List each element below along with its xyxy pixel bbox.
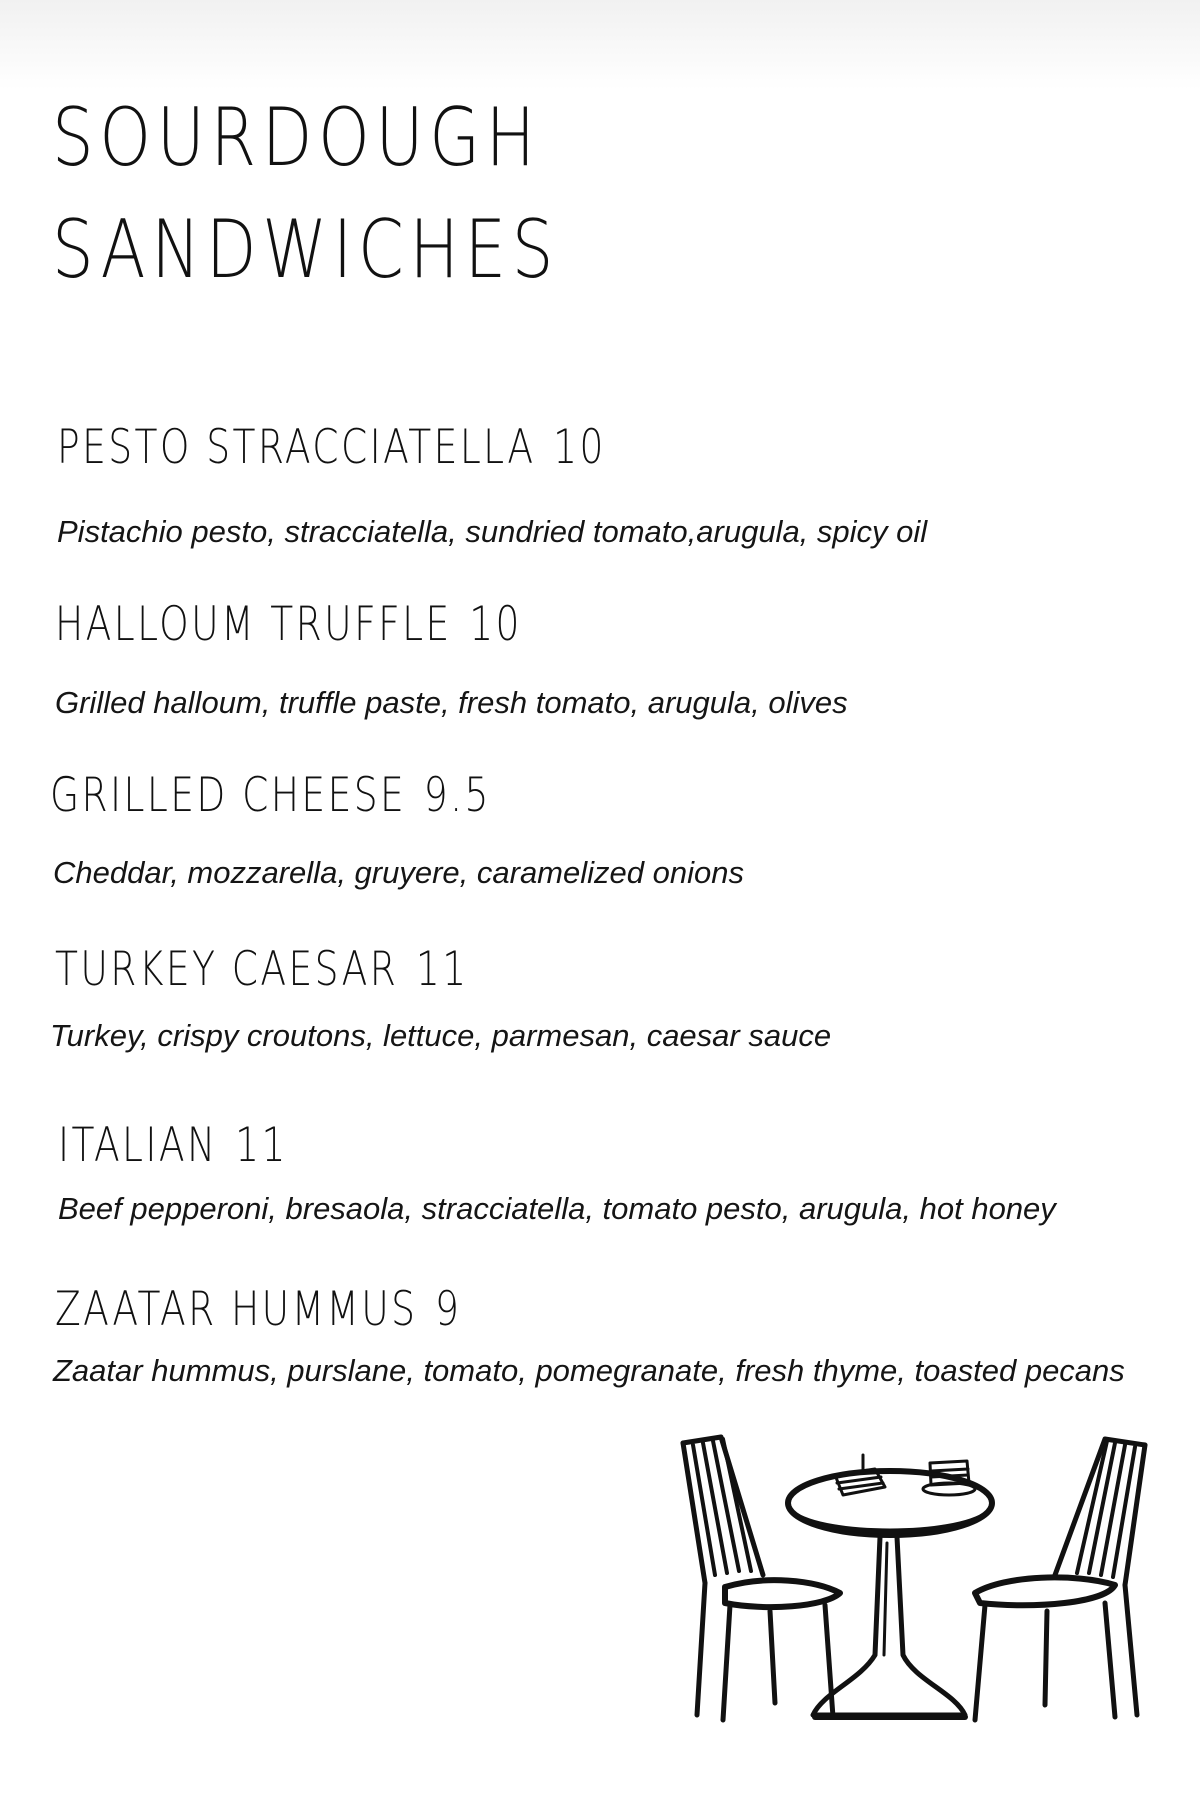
item-heading	[55, 942, 469, 997]
item-heading	[58, 1118, 288, 1173]
item-heading	[57, 420, 606, 475]
item-name: ZAATAR HUMMUS	[55, 1282, 418, 1337]
item-price: 9.5	[423, 768, 491, 823]
item-name: GRILLED CHEESE	[50, 768, 407, 823]
item-price: 11	[415, 942, 469, 997]
right-chair-icon	[975, 1439, 1145, 1720]
item-description: Cheddar, mozzarella, gruyere, caramelized onions	[53, 855, 744, 890]
item-heading	[50, 768, 491, 823]
item-price: 11	[235, 1118, 288, 1173]
item-name: PESTO STRACCIATELLA	[57, 420, 536, 475]
item-description: Grilled halloum, truffle paste, fresh tomato, arugula, olives	[55, 685, 848, 720]
menu-title-line-1: SOURDOUGH	[52, 91, 541, 184]
menu-title	[52, 82, 559, 306]
item-heading	[55, 597, 522, 652]
item-description: Pistachio pesto, stracciatella, sundried tomato,arugula, spicy oil	[57, 514, 928, 549]
item-name: HALLOUM TRUFFLE	[55, 597, 452, 652]
menu-title-line-2: SANDWICHES	[52, 203, 560, 296]
item-description: Beef pepperoni, bresaola, stracciatella, tomato pesto, arugula, hot honey	[58, 1191, 1056, 1226]
item-price: 10	[469, 597, 522, 652]
item-description: Zaatar hummus, purslane, tomato, pomegranate, fresh thyme, toasted pecans	[53, 1353, 1125, 1388]
item-price: 9	[435, 1282, 462, 1337]
cafe-table-icon	[788, 1471, 992, 1717]
cafe-table-chairs-icon	[675, 1425, 1155, 1730]
item-name: TURKEY CAESAR	[55, 942, 399, 997]
item-price: 10	[553, 420, 606, 475]
item-heading	[55, 1282, 461, 1337]
item-description: Turkey, crispy croutons, lettuce, parmesan, caesar sauce	[50, 1018, 832, 1053]
item-name: ITALIAN	[58, 1118, 218, 1173]
